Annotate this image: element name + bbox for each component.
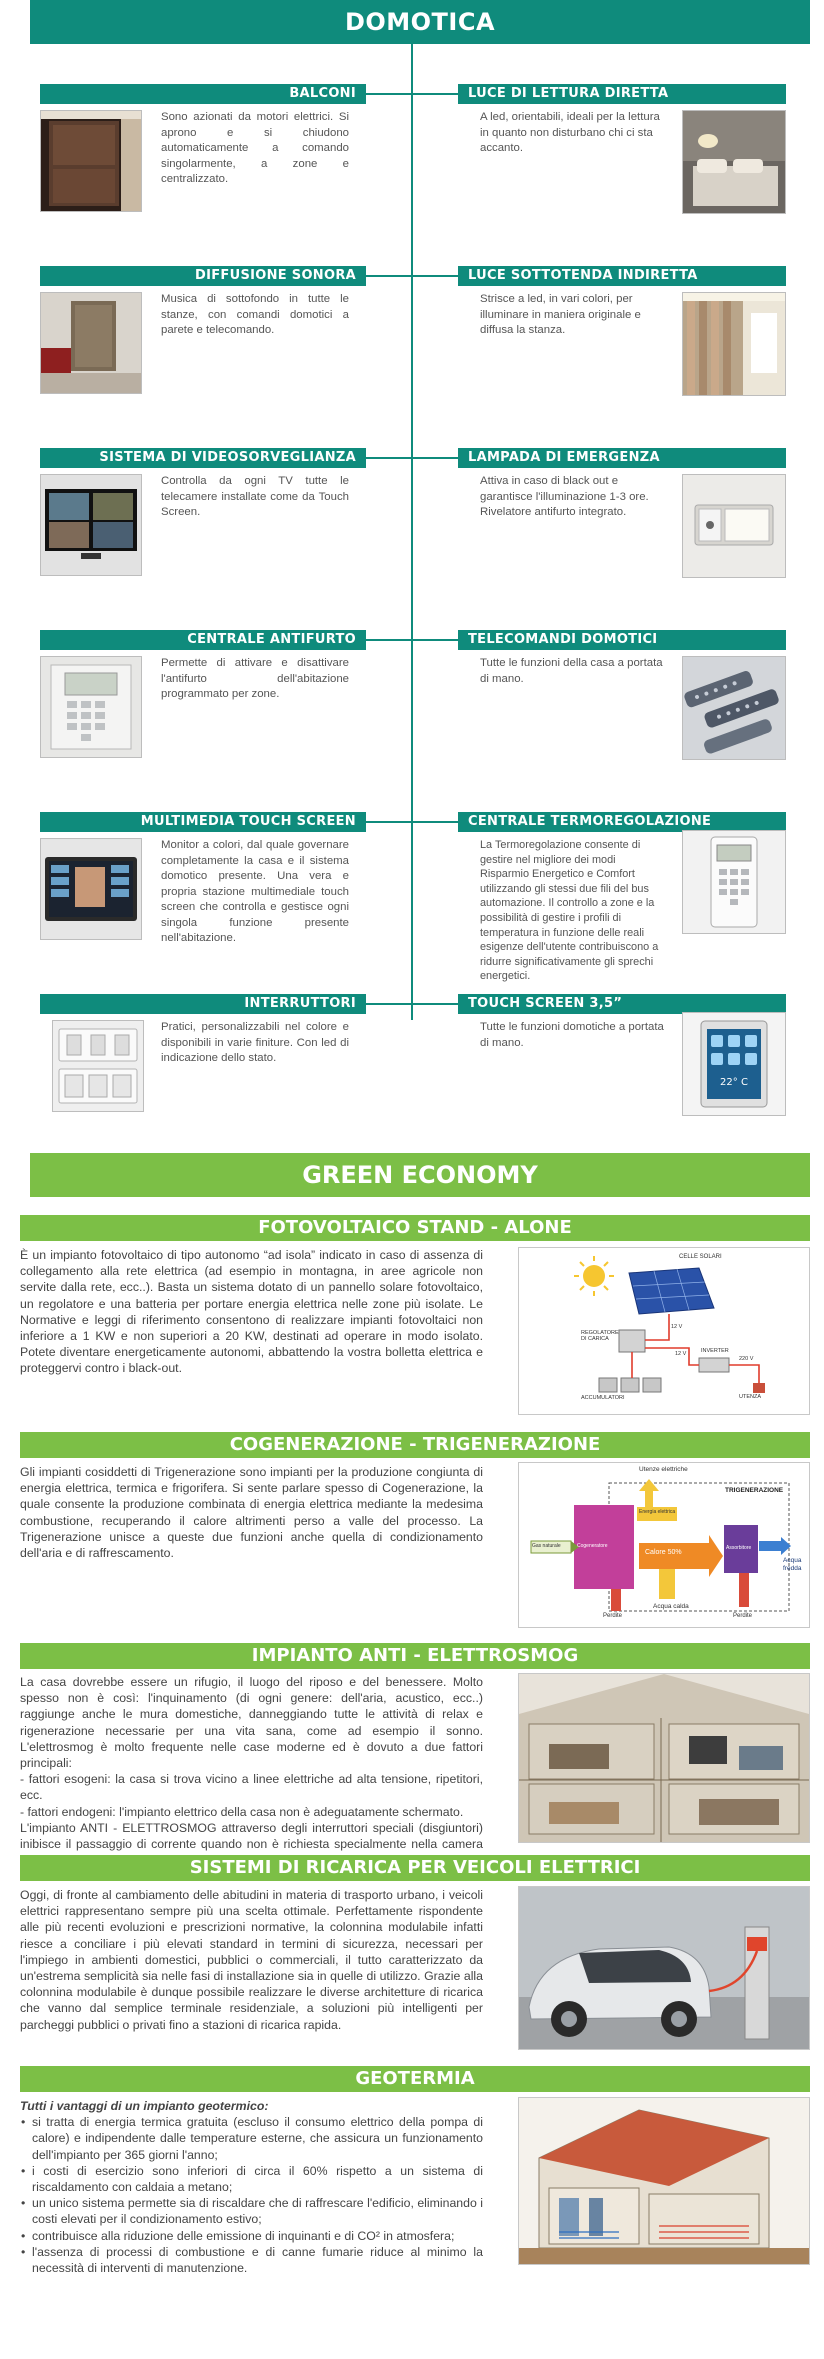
thermostat-photo <box>682 830 786 934</box>
pv-label-dc2: 12 V <box>675 1351 687 1357</box>
ricarica-text: Oggi, di fronte al cambiamento delle abitudini in materia di trasporto urbano, i veicoli elettrici rappresentano sempre più una scelta ottimale. Perfettamente rispondente alle più recenti evoluzioni e prescrizioni normative, la colonnina modulabile infatti riesce a conciliare i più elevati standard in termini di sicurezza, necessari per l'impiego in ambienti domestici, pubblici o commerciali, il tutto caratterizzato da un'estrema semplicità sia nelle fasi di installazione sia in quelle di utilizzo. Grazie alla colonnina modulabile è dunque possibile realizzare le diverse architetture di ricarica che vanno dal semplice terminale residenziale, a soluzioni più intelligenti per parcheggi pubblici o privati fino a stazioni di ricarica rapida. <box>20 1888 483 2032</box>
trig-label-cogen: Cogeneratore <box>577 1543 608 1549</box>
pv-label-panels: CELLE SOLARI <box>679 1254 722 1260</box>
trig-label-gas: Gas naturale <box>532 1543 561 1549</box>
speaker-photo <box>40 292 142 394</box>
domotica-title: DOMOTICA <box>30 0 810 44</box>
geotermia-text <box>20 2098 483 2276</box>
item-title-luce-lettura: LUCE DI LETTURA DIRETTA <box>458 84 786 104</box>
pv-label-batteries: ACCUMULATORI <box>581 1395 625 1401</box>
item-text-telecomandi: Tutte le funzioni della casa a portata di mano. <box>480 657 663 685</box>
geotermia-bullet-3: • un unico sistema permette sia di riscaldare che di raffrescare l'edificio, eliminando i costi elevati per il condizionamento estivo; <box>32 2195 483 2227</box>
trig-label-utenze: Utenze elettriche <box>639 1466 688 1473</box>
curtain-photo <box>682 292 786 396</box>
item-text-multimedia: Monitor a colori, dal quale governare completamente la casa e il sistema domotico presente. Una vera e propria stazione multimediale touch screen che controlla e gestisce ogni singola funzione presente nell'abitazione. <box>161 839 349 944</box>
item-title-interruttori: INTERRUTTORI <box>40 994 366 1014</box>
item-text-balconi: Sono azionati da motori elettrici. Si aprono e si chiudono automaticamente a comando singolarmente, a zone e centralizzato. <box>161 111 349 185</box>
elettrosmog-para-2: L'impianto ANTI - ELETTROSMOG attraverso degli interruttori speciali (disgiuntori) inibisce il passaggio di corrente quando non è richiesta specialmente nella camera <box>20 1820 483 1852</box>
balcony-photo <box>40 110 142 212</box>
trig-label-energia: Energia elettrica <box>639 1509 676 1515</box>
alarm-panel-photo <box>40 656 142 758</box>
row-connector <box>366 457 458 459</box>
elettrosmog-line-esogeni: - fattori esogeni: la casa si trova vicino a linee elettriche ad alta tensione, ripetitori, ecc. <box>20 1772 483 1803</box>
tv-photo <box>40 474 142 576</box>
elettrosmog-line-endogeni: - fattori endogeni: l'impianto elettrico della casa non è adeguatamente schermato. <box>20 1804 464 1819</box>
touch-monitor-photo <box>40 838 142 940</box>
row-connector <box>366 821 458 823</box>
row-connector <box>366 1003 458 1005</box>
trig-label-acqua-fredda: Acqua fredda <box>783 1557 802 1572</box>
screen-temperature: 22° C <box>720 1077 748 1088</box>
cogenerazione-text: Gli impianti cosiddetti di Trigenerazione sono impianti per la produzione congiunta di energia elettrica, termica e frigorifera. Si sente parlare spesso di Cogenerazione, la quale consente la produzione combinata di energia elettrica mediante la medesima combustione, recuperando il calore altrimenti perso a valle del processo. La Trigenerazione unisce a queste due funzioni anche quella di condizionamento dell'aria e di raffrescamento. <box>20 1465 483 1561</box>
item-title-touch-screen-35: TOUCH SCREEN 3,5” <box>458 994 786 1014</box>
row-connector <box>366 639 458 641</box>
pv-label-ac: 220 V <box>739 1356 754 1362</box>
trig-label-trig: TRIGENERAZIONE <box>725 1487 784 1494</box>
ricarica-title: SISTEMI DI RICARICA PER VEICOLI ELETTRICI <box>20 1855 810 1881</box>
elettrosmog-text <box>20 1674 483 1868</box>
remotes-photo <box>682 656 786 760</box>
trig-label-calore: Calore 50% <box>645 1549 682 1556</box>
fotovoltaico-title: FOTOVOLTAICO STAND - ALONE <box>20 1215 810 1241</box>
elettrosmog-para-1: La casa dovrebbe essere un rifugio, il luogo del riposo e del benessere. Molto spesso non è così: l'inquinamento (di ogni genere: dell'aria, acustico, ecc..) raggiunge anche le mura domestiche, danneggiando tutte le attività di relax e rigenerazione necessarie per una vita sana, come ad esempio il sonno. L'elettrosmog è molto frequente nelle case moderne ed è dovuto a due fattori principali: <box>20 1675 483 1771</box>
fotovoltaico-text: È un impianto fotovoltaico di tipo autonomo “ad isola” indicato in caso di assenza di collegamento alla rete elettrica (ad esempio in montagna, in aree agricole non servite dalla rete, ecc..). Basta un sistema dotato di un pannello solare fotovoltaico, un regolatore e una batteria per portare energia elettrica nelle zone più isolate. Le Normative e leggi di riferimento consentono di realizzare impianti fotovoltaici non inferiore a 1 KW e non superiori a 20 KW, destinati ad operare in modo isolato. Potete diventare energeticamente autonomi, abbattendo la vostra bolletta elettrica e proteggervi contro i black-out. <box>20 1248 483 1376</box>
item-text-lampada-emergenza: Attiva in caso di black out e garantisce l'illuminazione 1-3 ore. Rivelatore antifurto integrato. <box>480 475 649 518</box>
item-text-luce-lettura: A led, orientabili, ideali per la lettura in quanto non disturbano chi ci sta accanto. <box>480 111 660 154</box>
item-title-centrale-antifurto: CENTRALE ANTIFURTO <box>40 630 366 650</box>
geotermia-bullet-2: • i costi di esercizio sono inferiori di circa il 60% rispetto a un sistema di riscaldamento con caldaia a metano; <box>32 2163 483 2195</box>
item-title-telecomandi: TELECOMANDI DOMOTICI <box>458 630 786 650</box>
item-text-videosorveglianza: Controlla da ogni TV tutte le telecamere installate come da Touch Screen. <box>161 475 349 518</box>
item-title-diffusione-sonora: DIFFUSIONE SONORA <box>40 266 366 286</box>
trig-label-assorb: Assorbitore <box>726 1545 752 1551</box>
item-title-lampada-emergenza: LAMPADA DI EMERGENZA <box>458 448 786 468</box>
house-wiring-illustration <box>518 1673 810 1843</box>
elettrosmog-title: IMPIANTO ANTI - ELETTROSMOG <box>20 1643 810 1669</box>
item-title-luce-sottotenda: LUCE SOTTOTENDA INDIRETTA <box>458 266 786 286</box>
pv-label-inverter: INVERTER <box>701 1348 729 1354</box>
trig-label-perdite-2: Perdite <box>733 1613 753 1619</box>
trig-label-acqua-calda: Acqua calda <box>653 1603 689 1610</box>
row-connector <box>366 275 458 277</box>
item-title-balconi: BALCONI <box>40 84 366 104</box>
geotermia-bullet-4: • contribuisce alla riduzione delle emissione di inquinanti e di CO² in atmosfera; <box>32 2228 483 2244</box>
emergency-lamp-photo <box>682 474 786 578</box>
ev-charging-photo <box>518 1886 810 2050</box>
pv-label-regulator: REGOLATORE DI CARICA <box>581 1330 619 1342</box>
item-text-diffusione-sonora: Musica di sottofondo in tutte le stanze, con comandi domotici a parete e telecomando. <box>161 293 349 336</box>
timeline-spine <box>411 44 413 1020</box>
switches-photo <box>52 1020 144 1112</box>
trigeneration-diagram <box>518 1462 810 1628</box>
item-text-luce-sottotenda: Strisce a led, in vari colori, per illuminare in maniera originale e diffusa la stanza. <box>480 293 641 336</box>
item-text-touch-screen-35: Tutte le funzioni domotiche a portata di mano. <box>480 1021 664 1049</box>
pv-diagram <box>518 1247 810 1415</box>
item-text-termoregolazione: La Termoregolazione consente di gestire nel migliore dei modi Risparmio Energetico e Comfort utilizzando gli stessi due fili del bus automazione. Il controllo a zone e la possibilità di gestire i profili di temperatura in funzione delle reali esigenze dell'utente contribuiscono a ridurre significativamente gli sprechi energetici. <box>480 839 659 983</box>
item-title-videosorveglianza: SISTEMA DI VIDEOSORVEGLIANZA <box>40 448 366 468</box>
pv-label-user: UTENZA <box>739 1394 761 1400</box>
row-connector <box>366 93 458 95</box>
touch-screen-small-photo <box>682 1012 786 1116</box>
cogenerazione-title: COGENERAZIONE - TRIGENERAZIONE <box>20 1432 810 1458</box>
bedroom-photo <box>682 110 786 214</box>
item-title-termoregolazione: CENTRALE TERMOREGOLAZIONE <box>458 812 786 832</box>
geotermia-bullet-1: • si tratta di energia termica gratuita (escluso il consumo elettrico della pompa di calore) e indipendente dalle temperature esterne, che assicura un funzionamento dell'impianto per 365 giorni l'anno; <box>32 2114 483 2163</box>
geotermia-bullet-5: • l'assenza di processi di combustione e di canne fumarie riduce al minimo la necessità di interventi di manutenzione. <box>32 2244 483 2276</box>
green-economy-title: GREEN ECONOMY <box>30 1153 810 1197</box>
trig-label-perdite-1: Perdite <box>603 1613 623 1619</box>
item-title-multimedia: MULTIMEDIA TOUCH SCREEN <box>40 812 366 832</box>
geotermia-intro: Tutti i vantaggi di un impianto geotermico: <box>20 2099 269 2113</box>
geothermal-house-illustration <box>518 2097 810 2265</box>
pv-label-dc1: 12 V <box>671 1324 683 1330</box>
geotermia-title: GEOTERMIA <box>20 2066 810 2092</box>
item-text-interruttori: Pratici, personalizzabili nel colore e disponibili in varie finiture. Con led di indicazione dello stato. <box>161 1021 349 1064</box>
item-text-centrale-antifurto: Permette di attivare e disattivare l'antifurto dell'abitazione programmato per zone. <box>161 657 349 700</box>
